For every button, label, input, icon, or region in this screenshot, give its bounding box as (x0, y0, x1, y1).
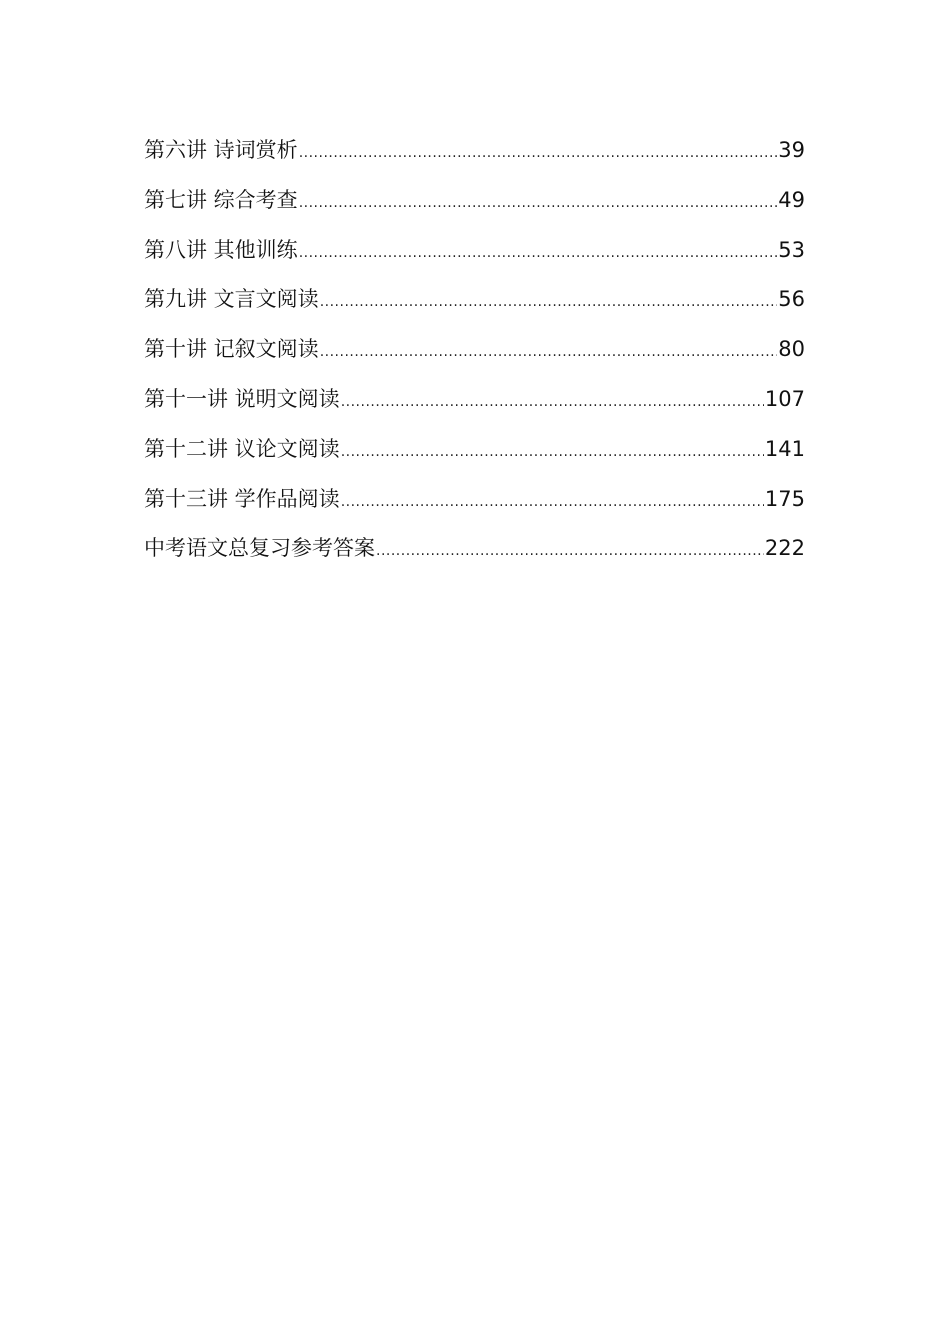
toc-entry-page: 56 (778, 287, 805, 312)
toc-entry-title: 第十三讲 学作品阅读 (144, 486, 340, 511)
table-of-contents (144, 132, 805, 580)
toc-dot-leader (299, 185, 778, 221)
toc-entry-title: 第六讲 诗词赏析 (144, 138, 298, 162)
toc-entry-title: 第十一讲 说明文阅读 (144, 386, 340, 411)
toc-entry-title: 中考语文总复习参考答案 (144, 536, 375, 561)
toc-entry-title: 第十二讲 议论文阅读 (144, 436, 340, 461)
toc-entry-page: 49 (778, 187, 805, 212)
toc-dot-leader (320, 284, 778, 320)
toc-entry-title: 第八讲 其他训练 (144, 237, 298, 262)
toc-entry-title: 第十讲 记叙文阅读 (144, 337, 319, 362)
toc-entry[interactable] (144, 481, 805, 531)
toc-entry[interactable] (144, 381, 805, 431)
toc-entry-page: 80 (778, 337, 805, 362)
toc-entry-page: 175 (764, 486, 805, 511)
toc-entry-page: 141 (764, 436, 805, 461)
toc-dot-leader (341, 434, 764, 470)
toc-dot-leader (299, 135, 778, 171)
toc-entry-page: 222 (764, 536, 805, 561)
toc-entry[interactable] (144, 431, 805, 481)
toc-entry[interactable] (144, 232, 805, 282)
toc-entry[interactable] (144, 331, 805, 381)
toc-entry-page: 53 (778, 237, 805, 262)
toc-dot-leader (341, 484, 764, 520)
toc-entry[interactable] (144, 281, 805, 331)
toc-entry-title: 第七讲 综合考查 (144, 187, 298, 212)
toc-dot-leader (299, 235, 778, 271)
toc-entry[interactable] (144, 530, 805, 580)
toc-entry-page: 107 (764, 386, 805, 411)
toc-entry-page: 39 (778, 138, 805, 162)
toc-entry-title: 第九讲 文言文阅读 (144, 287, 319, 312)
toc-dot-leader (320, 334, 778, 370)
toc-entry[interactable] (144, 132, 805, 182)
toc-dot-leader (341, 384, 764, 420)
toc-entry[interactable] (144, 182, 805, 232)
toc-dot-leader (376, 533, 764, 569)
